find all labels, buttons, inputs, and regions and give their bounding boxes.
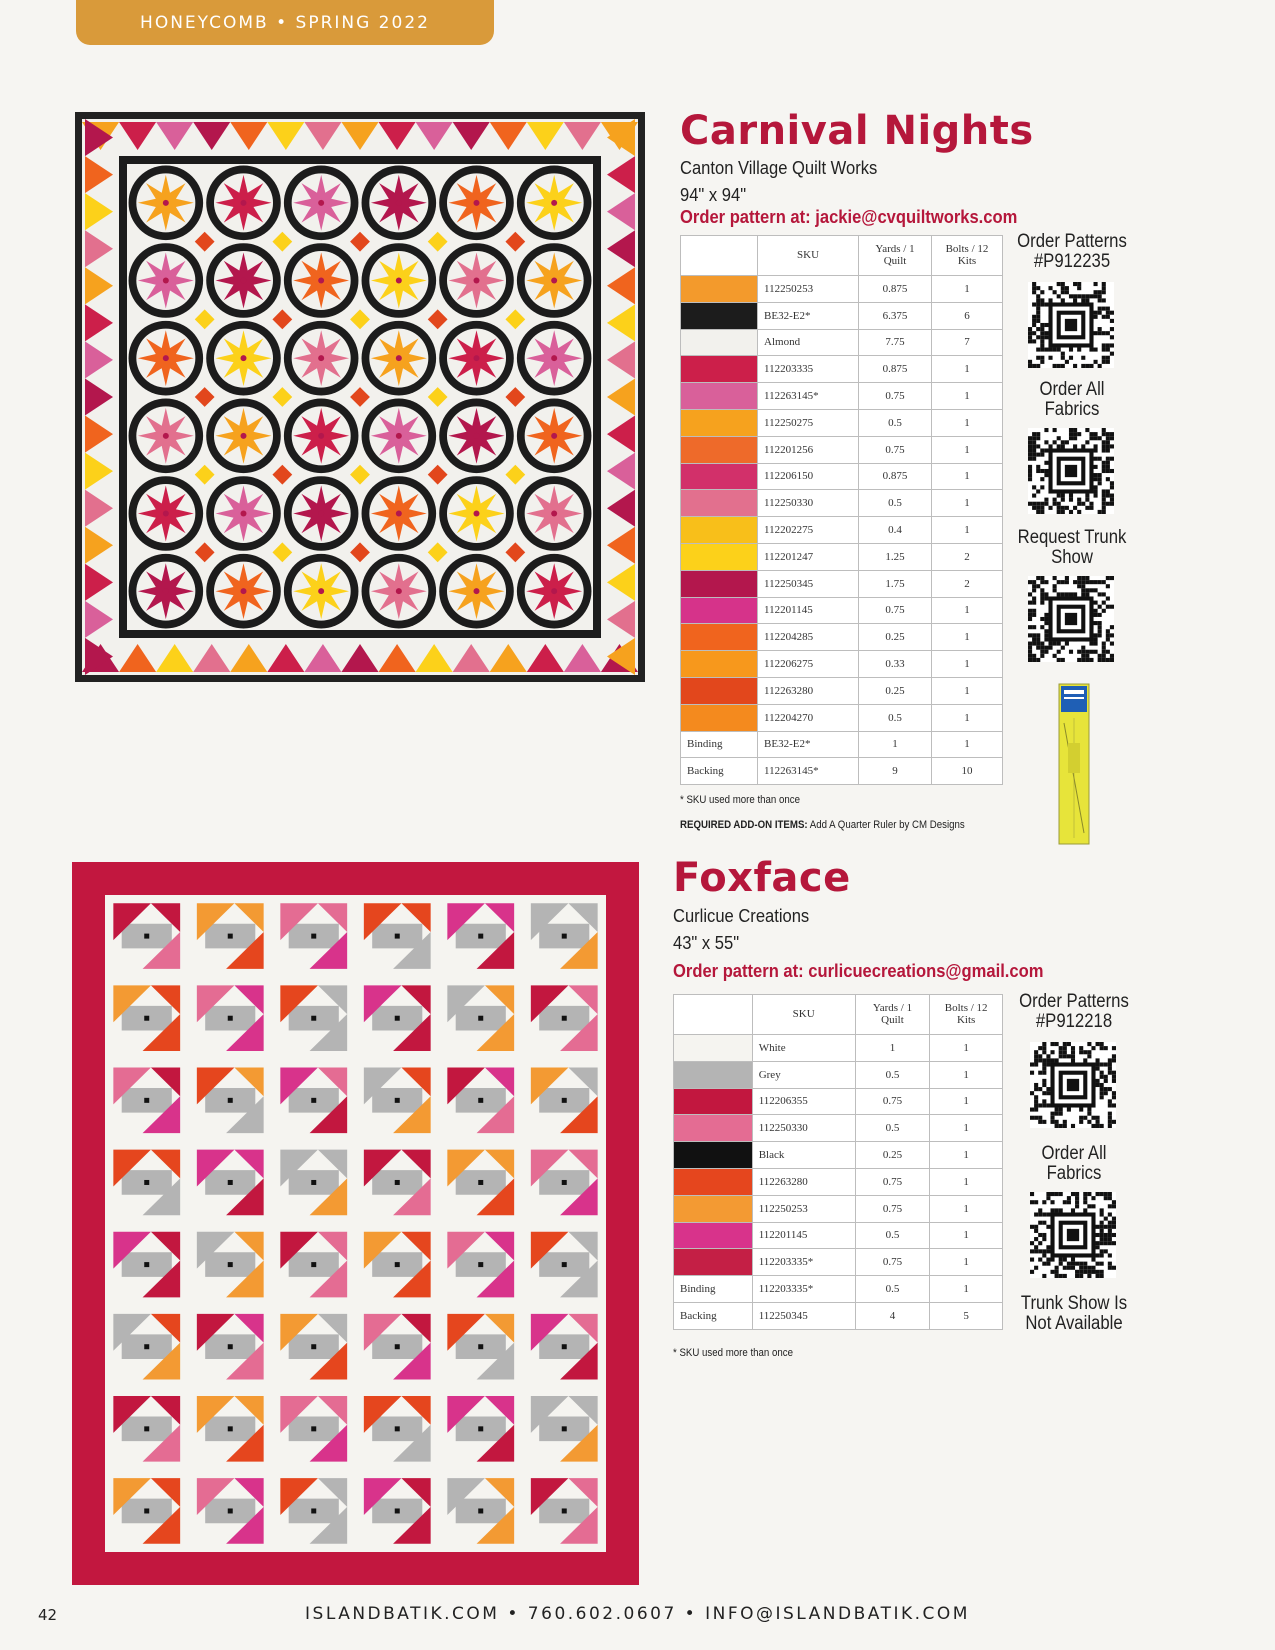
table-row — [674, 1302, 1003, 1329]
sku-header: SKU — [752, 995, 855, 1035]
fabric-swatch — [681, 276, 758, 303]
qr-label-order-fabrics: Order All Fabrics — [1039, 379, 1105, 420]
fabric-swatch — [674, 1195, 753, 1222]
sku-cell: 112203335 — [758, 356, 859, 383]
pattern-title-carnival-nights: Carnival Nights — [680, 108, 1034, 154]
fabric-swatch — [681, 624, 758, 651]
carnival-nights-quilt-image — [75, 112, 645, 682]
sku-cell: BE32-E2* — [758, 302, 859, 329]
table-row — [681, 651, 1003, 678]
bolts-cell: 1 — [932, 597, 1003, 624]
table-row — [681, 677, 1003, 704]
fabric-swatch — [681, 677, 758, 704]
sku-cell: 112263280 — [752, 1168, 855, 1195]
sku-header: SKU — [758, 236, 859, 276]
sku-cell: 112202275 — [758, 517, 859, 544]
fabric-swatch — [681, 329, 758, 356]
fabric-swatch — [681, 383, 758, 410]
row-label: Binding — [674, 1276, 753, 1303]
fabric-swatch — [674, 1115, 753, 1142]
fabric-swatch — [681, 517, 758, 544]
table-row — [681, 490, 1003, 517]
fabric-swatch — [681, 436, 758, 463]
table-row — [674, 1061, 1003, 1088]
table-row — [674, 1142, 1003, 1169]
yards-cell: 0.5 — [859, 704, 932, 731]
table-row — [681, 704, 1003, 731]
required-addon-label: REQUIRED ADD-ON ITEMS: — [680, 819, 808, 831]
bolts-cell: 1 — [932, 276, 1003, 303]
bolts-cell: 1 — [932, 731, 1003, 758]
sku-cell: 112250275 — [758, 409, 859, 436]
carnival-nights-quilt-graphic — [75, 112, 645, 682]
yards-cell: 0.875 — [859, 463, 932, 490]
row-label: Binding — [681, 731, 758, 758]
sku-cell: 112201256 — [758, 436, 859, 463]
row-label: Backing — [681, 758, 758, 785]
bolts-cell: 1 — [932, 490, 1003, 517]
yards-header: Yards / 1 Quilt — [855, 995, 930, 1035]
sku-cell: 112201145 — [752, 1222, 855, 1249]
qr-label-trunk-show: Request Trunk Show — [1017, 527, 1127, 568]
sku-cell: White — [752, 1035, 855, 1062]
pattern-size: 94" x 94" — [680, 185, 747, 205]
sku-cell: 112250330 — [752, 1115, 855, 1142]
yards-cell: 0.33 — [859, 651, 932, 678]
qr-label-order-patterns: Order Patterns #P912218 — [1019, 991, 1129, 1032]
yards-cell: 0.75 — [859, 597, 932, 624]
sku-cell: 112263280 — [758, 677, 859, 704]
yards-cell: 0.75 — [855, 1195, 930, 1222]
pattern-designer: Curlicue Creations — [673, 906, 810, 926]
row-label: Backing — [674, 1302, 753, 1329]
qr-label-trunk-show-unavailable: Trunk Show Is Not Available — [1020, 1293, 1128, 1334]
pattern-size: 43" x 55" — [673, 933, 740, 953]
yards-cell: 0.75 — [855, 1249, 930, 1276]
qr-label-order-fabrics: Order All Fabrics — [1041, 1143, 1107, 1184]
table-row — [681, 329, 1003, 356]
bolts-cell: 1 — [932, 651, 1003, 678]
yards-cell: 1 — [855, 1035, 930, 1062]
yards-cell: 7.75 — [859, 329, 932, 356]
page-number: 42 — [38, 1606, 58, 1624]
fabric-swatch — [681, 543, 758, 570]
table-row — [681, 543, 1003, 570]
fabric-swatch — [674, 1249, 753, 1276]
yards-cell: 0.25 — [859, 624, 932, 651]
sku-cell: 112250345 — [752, 1302, 855, 1329]
fabric-swatch — [674, 1088, 753, 1115]
yards-cell: 0.75 — [855, 1088, 930, 1115]
table-row — [681, 624, 1003, 651]
yards-cell: 0.5 — [855, 1115, 930, 1142]
sku-cell: Black — [752, 1142, 855, 1169]
qr-code-order-patterns[interactable] — [1028, 282, 1114, 368]
bolts-cell: 1 — [932, 409, 1003, 436]
yards-cell: 1.75 — [859, 570, 932, 597]
bolts-cell: 1 — [932, 383, 1003, 410]
qr-code-trunk-show[interactable] — [1028, 576, 1114, 662]
sku-cell: 112201145 — [758, 597, 859, 624]
sku-cell: Grey — [752, 1061, 855, 1088]
fabric-swatch — [674, 1168, 753, 1195]
sku-cell: 112204270 — [758, 704, 859, 731]
bolts-cell: 1 — [930, 1061, 1003, 1088]
table-row — [681, 276, 1003, 303]
bolts-cell: 1 — [930, 1249, 1003, 1276]
required-addon-note — [680, 819, 965, 831]
bolts-cell: 1 — [932, 517, 1003, 544]
yards-cell: 1 — [859, 731, 932, 758]
qr-label-order-patterns: Order Patterns #P912235 — [1017, 231, 1127, 272]
qr-code-order-fabrics[interactable] — [1028, 428, 1114, 514]
table-row — [674, 1222, 1003, 1249]
bolts-cell: 1 — [930, 1035, 1003, 1062]
fabric-swatch — [681, 356, 758, 383]
yards-cell: 0.25 — [859, 677, 932, 704]
table-row — [681, 758, 1003, 785]
sku-cell: 112250253 — [752, 1195, 855, 1222]
yards-cell: 6.375 — [859, 302, 932, 329]
sku-cell: 112206150 — [758, 463, 859, 490]
fabric-swatch — [681, 302, 758, 329]
yards-cell: 0.5 — [855, 1222, 930, 1249]
bolts-cell: 1 — [932, 677, 1003, 704]
yards-cell: 4 — [855, 1302, 930, 1329]
sku-cell: 112263145* — [758, 383, 859, 410]
yards-cell: 0.875 — [859, 276, 932, 303]
yards-cell: 0.5 — [859, 409, 932, 436]
bolts-cell: 1 — [932, 463, 1003, 490]
sku-cell: 112263145* — [758, 758, 859, 785]
yards-cell: 0.4 — [859, 517, 932, 544]
table-row — [674, 1088, 1003, 1115]
yards-cell: 0.5 — [859, 490, 932, 517]
bolts-cell: 6 — [932, 302, 1003, 329]
sku-footnote: * SKU used more than once — [673, 1347, 793, 1359]
yards-cell: 0.5 — [855, 1276, 930, 1303]
order-pattern-link[interactable]: Order pattern at: curlicuecreations@gmail.com — [673, 961, 1044, 981]
fabric-swatch — [681, 570, 758, 597]
footer-contact: ISLANDBATIK.COM • 760.602.0607 • INFO@ISLANDBATIK.COM — [305, 1604, 970, 1624]
bolts-cell: 1 — [930, 1195, 1003, 1222]
foxface-quilt-image — [72, 862, 639, 1585]
yards-cell: 1.25 — [859, 543, 932, 570]
fabric-swatch — [681, 704, 758, 731]
bolts-cell: 7 — [932, 329, 1003, 356]
bolts-cell: 1 — [930, 1222, 1003, 1249]
qr-code-order-fabrics[interactable] — [1030, 1192, 1116, 1278]
fabric-swatch — [674, 1222, 753, 1249]
bolts-cell: 1 — [930, 1115, 1003, 1142]
fabric-swatch — [681, 490, 758, 517]
table-row — [674, 1276, 1003, 1303]
pattern-title-foxface: Foxface — [673, 855, 851, 901]
quarter-ruler-image — [1058, 683, 1090, 845]
sku-cell: 112250253 — [758, 276, 859, 303]
required-addon-text: Add A Quarter Ruler by CM Designs — [807, 819, 965, 831]
fabric-swatch — [674, 1035, 753, 1062]
sku-cell: 112203335* — [752, 1276, 855, 1303]
table-row — [681, 570, 1003, 597]
bolts-cell: 2 — [932, 570, 1003, 597]
pattern-designer: Canton Village Quilt Works — [680, 158, 878, 178]
fabric-swatch — [674, 1142, 753, 1169]
table-row — [681, 383, 1003, 410]
qr-code-order-patterns[interactable] — [1030, 1042, 1116, 1128]
sku-cell: 112250330 — [758, 490, 859, 517]
table-row — [681, 436, 1003, 463]
yards-cell: 0.5 — [855, 1061, 930, 1088]
table-row — [681, 597, 1003, 624]
bolts-cell: 10 — [932, 758, 1003, 785]
sku-cell: 112201247 — [758, 543, 859, 570]
yards-header: Yards / 1 Quilt — [859, 236, 932, 276]
fabric-swatch — [681, 597, 758, 624]
bolts-cell: 1 — [930, 1276, 1003, 1303]
table-row — [674, 1168, 1003, 1195]
table-row — [674, 1195, 1003, 1222]
table-row — [681, 517, 1003, 544]
sku-cell: 112203335* — [752, 1249, 855, 1276]
fabric-swatch — [674, 1061, 753, 1088]
bolts-cell: 2 — [932, 543, 1003, 570]
sku-cell: BE32-E2* — [758, 731, 859, 758]
swatch-header — [681, 236, 758, 276]
fabric-swatch — [681, 651, 758, 678]
sku-cell: Almond — [758, 329, 859, 356]
yards-cell: 0.75 — [855, 1168, 930, 1195]
bolts-cell: 1 — [932, 704, 1003, 731]
table-row — [674, 1035, 1003, 1062]
sku-cell: 112206275 — [758, 651, 859, 678]
fabric-swatch — [681, 409, 758, 436]
table-row — [674, 1115, 1003, 1142]
bolts-header: Bolts / 12 Kits — [932, 236, 1003, 276]
order-pattern-link[interactable]: Order pattern at: jackie@cvquiltworks.com — [680, 207, 1018, 227]
bolts-cell: 1 — [930, 1142, 1003, 1169]
table-row — [681, 409, 1003, 436]
table-row — [681, 302, 1003, 329]
sku-footnote: * SKU used more than once — [680, 794, 800, 806]
bolts-cell: 1 — [930, 1088, 1003, 1115]
foxface-quilt-graphic — [72, 862, 639, 1585]
bolts-header: Bolts / 12 Kits — [930, 995, 1003, 1035]
yards-cell: 0.25 — [855, 1142, 930, 1169]
bolts-cell: 1 — [932, 624, 1003, 651]
yards-cell: 9 — [859, 758, 932, 785]
table-row — [674, 1249, 1003, 1276]
yards-cell: 0.875 — [859, 356, 932, 383]
yards-cell: 0.75 — [859, 383, 932, 410]
table-row — [681, 463, 1003, 490]
table-row — [681, 731, 1003, 758]
bolts-cell: 1 — [930, 1168, 1003, 1195]
bolts-cell: 5 — [930, 1302, 1003, 1329]
fabric-swatch — [681, 463, 758, 490]
yards-cell: 0.75 — [859, 436, 932, 463]
fabric-requirements-table — [680, 235, 1003, 785]
sku-cell: 112206355 — [752, 1088, 855, 1115]
issue-header-tab: HONEYCOMB • SPRING 2022 — [76, 0, 494, 45]
sku-cell: 112250345 — [758, 570, 859, 597]
sku-cell: 112204285 — [758, 624, 859, 651]
bolts-cell: 1 — [932, 356, 1003, 383]
fabric-requirements-table — [673, 994, 1003, 1330]
swatch-header — [674, 995, 753, 1035]
bolts-cell: 1 — [932, 436, 1003, 463]
table-row — [681, 356, 1003, 383]
